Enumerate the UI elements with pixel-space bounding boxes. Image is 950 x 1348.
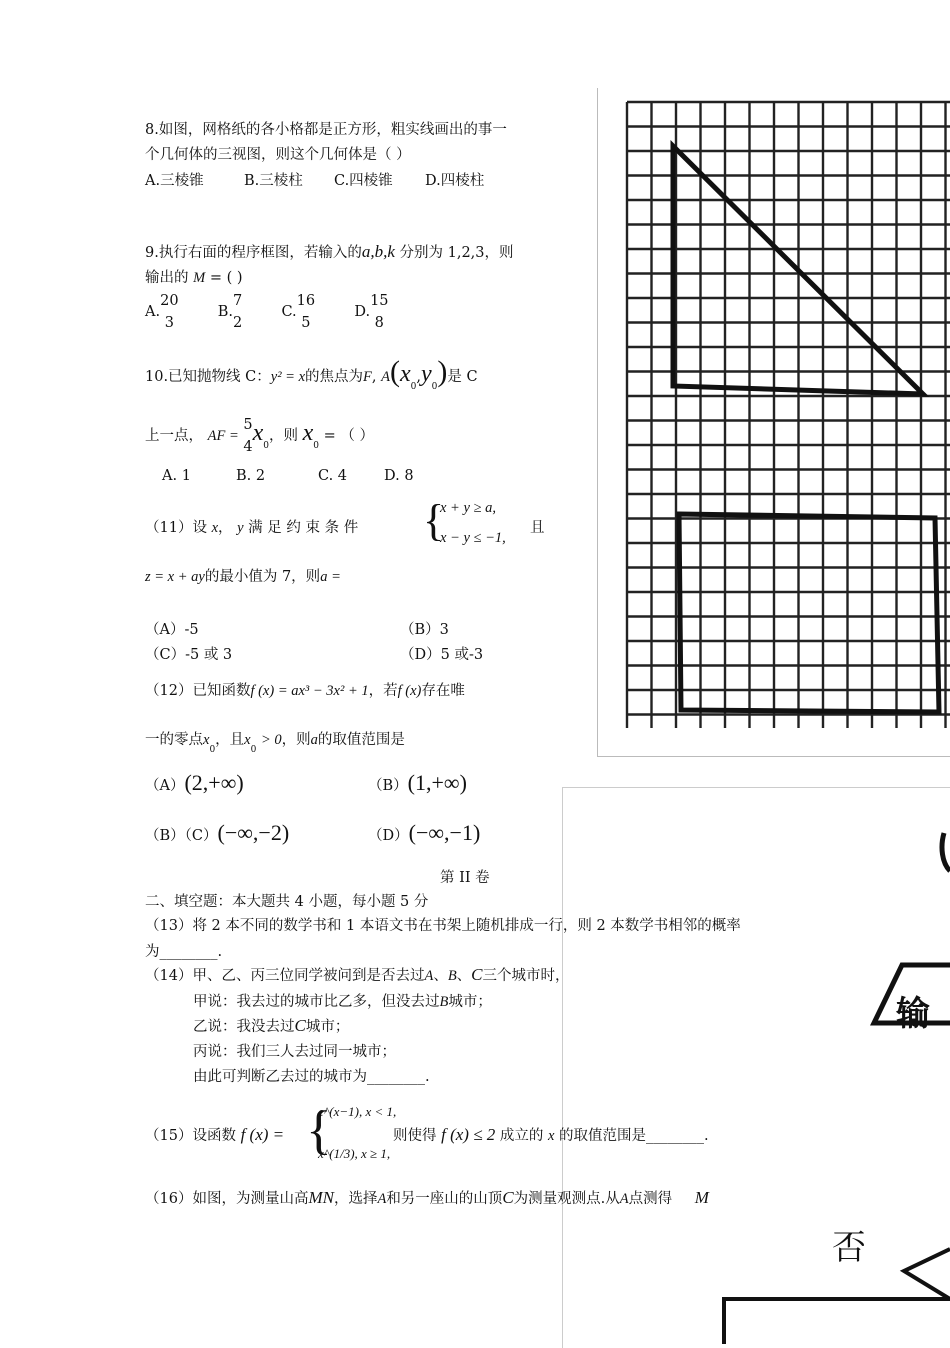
q15-case-2: x^(1/3), x ≥ 1, xyxy=(318,1146,391,1161)
q8-line1: 8.如图，网格纸的各小格都是正方形，粗实线画出的事一 xyxy=(145,122,507,138)
q8-line2: 个几何体的三视图，则这个几何体是（ ） xyxy=(145,147,411,163)
process-box xyxy=(724,1299,950,1344)
q14-bing: 丙说：我们三人去过同一城市； xyxy=(193,1044,396,1060)
q11-option-b: （B）3 xyxy=(400,622,449,638)
q11-constraint-2: x − y ≤ −1, xyxy=(440,530,506,546)
flowchart-fragment xyxy=(562,787,950,1344)
q10-option-a: A. 1 xyxy=(162,468,191,484)
q12-option-a: （A）(2,+∞) xyxy=(145,770,244,795)
q15-case-1: e^(x−1), x < 1, xyxy=(318,1104,397,1119)
q15-brace: { xyxy=(306,1100,332,1160)
q10-option-d: D. 8 xyxy=(384,468,414,484)
q11-brace: { xyxy=(423,496,445,545)
q12-line2: 一的零点$x_0$，且$x_0 > 0$，则a的取值范围是 xyxy=(145,732,405,755)
q9-line1: 9.执行右面的程序框图，若输入的a,b,k 分别为 1,2,3，则 xyxy=(145,242,514,261)
flow-input-char: 输 xyxy=(896,994,930,1034)
flow-arc xyxy=(942,833,950,871)
q14-line1: （14）甲、乙、丙三位同学被问到是否去过A、B、C三个城市时， xyxy=(145,965,570,984)
q11-line2: z = x + ay的最小值为 7，则a = xyxy=(145,569,341,585)
q10-option-b: B. 2 xyxy=(236,468,266,484)
three-view-grid-figure xyxy=(597,88,950,756)
q9-line2: 输出的 M = ( ) xyxy=(145,270,243,286)
q16-line: （16）如图，为测量山高MN，选择A和另一座山的山顶C为测量观测点.从A点测得 M xyxy=(145,1188,709,1207)
q9-frac-b: 7 2 xyxy=(233,293,243,331)
q15-rest: 则使得 f (x) ≤ 2 成立的 x 的取值范围是________. xyxy=(393,1125,709,1144)
q9-frac-c: 16 5 xyxy=(296,293,316,331)
q11-option-a: （A）-5 xyxy=(145,622,199,638)
q9-frac-d: 15 8 xyxy=(370,293,389,331)
part2-title: 第 II 卷 xyxy=(440,870,490,886)
q12-option-c: （B）（C）(−∞,−2) xyxy=(145,820,290,845)
q8-option-c: C.四棱锥 xyxy=(334,173,393,189)
q14-yi: 乙说：我没去过C城市； xyxy=(193,1016,350,1035)
flow-no-label: 否 xyxy=(832,1228,866,1268)
q11-line1: （11）设 x， y 满 足 约 束 条 件 xyxy=(145,520,359,536)
q11-option-c: （C）-5 或 3 xyxy=(145,647,233,663)
part2-heading: 二、填空题：本大题共 4 小题，每小题 5 分 xyxy=(145,894,429,910)
q11-option-d: （D）5 或-3 xyxy=(400,647,484,663)
q11-and: 且 xyxy=(530,520,545,536)
q8-option-d: D.四棱柱 xyxy=(425,173,485,189)
q10-fraction: 5 4 xyxy=(243,417,253,455)
q9-frac-a: 20 3 xyxy=(160,293,179,331)
q11-constraint-1: x + y ≥ a, xyxy=(440,500,496,516)
q10-line2: 上一点， AF = 5 4 $x_0$，则 $x_0$ = （ ） xyxy=(145,414,374,458)
decision-diamond xyxy=(904,1249,950,1299)
q15-line: （15）设函数 f (x) = xyxy=(145,1125,285,1144)
q10-option-c: C. 4 xyxy=(318,468,348,484)
q14-conclusion: 由此可判断乙去过的城市为________. xyxy=(193,1069,430,1085)
q13-line1: （13）将 2 本不同的数学书和 1 本语文书在书架上随机排成一行，则 2 本数学书相邻的概率 xyxy=(145,918,741,934)
q9-options: A. 20 3 B. 7 2 C. 16 5 D. 15 8 xyxy=(145,290,389,334)
q10-line1: 10.已知抛物线 C：y² = x的焦点为F, $A(x_0,y_0)$是 C xyxy=(145,355,478,392)
q12-option-b: （B）(1,+∞) xyxy=(368,770,467,795)
q13-line2: 为________. xyxy=(145,944,223,960)
q12-line1: （12）已知函数f (x) = ax³ − 3x² + 1，若f (x)存在唯 xyxy=(145,683,465,699)
q8-option-b: B.三棱柱 xyxy=(244,173,303,189)
q14-jia: 甲说：我去过的城市比乙多，但没去过B城市； xyxy=(193,994,492,1010)
q8-option-a: A.三棱锥 xyxy=(145,173,204,189)
q12-option-d: （D）(−∞,−1) xyxy=(368,820,481,845)
